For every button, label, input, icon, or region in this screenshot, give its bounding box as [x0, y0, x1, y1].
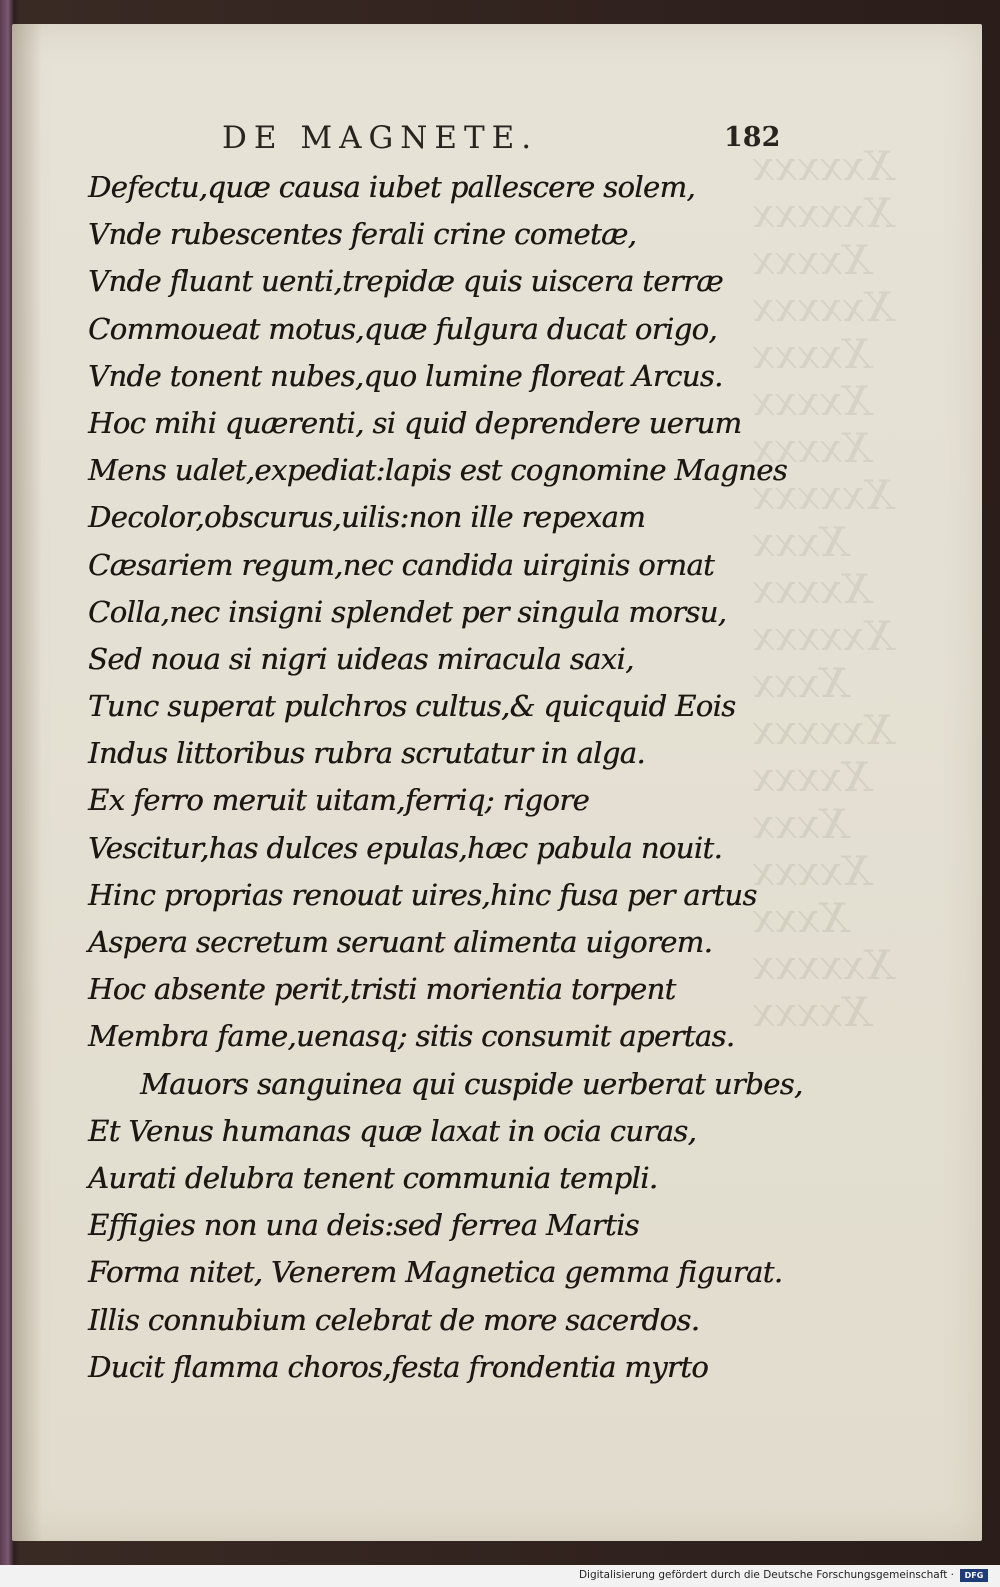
- page-number: 182: [724, 122, 781, 153]
- verse-line: Tunc superat pulchros cultus,& quicquid Eois: [88, 689, 736, 724]
- book-page: [12, 24, 982, 1541]
- verse-line: Hoc mihi quærenti, si quid deprendere uerum: [88, 405, 742, 440]
- verse-line: Mens ualet,expediat:lapis est cognomine Magnes: [88, 453, 788, 488]
- verse-line-indented: Mauors sanguinea qui cuspide uerberat urbes,: [140, 1066, 803, 1101]
- verse-line: Sed noua si nigri uideas miracula saxi,: [88, 641, 634, 676]
- verse-line: Commoueat motus,quæ fulgura ducat origo,: [88, 311, 717, 346]
- verse-line: Vescitur,has dulces epulas,hæc pabula nouit.: [88, 830, 723, 865]
- funding-credit: Digitalisierung gefördert durch die Deutsche Forschungsgemeinschaft ·: [578, 1569, 954, 1581]
- verse-line: Vnde tonent nubes,quo lumine floreat Arcus.: [88, 358, 723, 393]
- verse-line: Defectu,quæ causa iubet pallescere solem,: [88, 170, 695, 204]
- verse-line: Cæsariem regum,nec candida uirginis ornat: [88, 547, 715, 582]
- verse-block: [88, 164, 803, 1391]
- verse-line: Illis connubium celebrat de more sacerdos.: [88, 1302, 700, 1337]
- verse-line: Hinc proprias renouat uires,hinc fusa per artus: [88, 877, 757, 912]
- show-through-text: Xxxxxx Xxxxxx Xxxxx Xxxxxx Xxxxx Xxxxx Xxxxx Xxxxxx Xxxx Xxxxx Xxxxxx Xxxx Xxxxxx Xxxxx Xxxx Xxxxx Xxxx Xxxxxx Xxxxx: [752, 144, 894, 1036]
- verse-line: Forma nitet, Venerem Magnetica gemma figurat.: [88, 1255, 783, 1290]
- verse-line: Hoc absente perit,tristi morientia torpent: [88, 972, 676, 1007]
- verse-line: Membra fame,uenasq; sitis consumit apertas.: [88, 1019, 735, 1054]
- verse-line: Colla,nec insigni splendet per singula morsu,: [88, 594, 727, 629]
- verse-line: Vnde fluant uenti,trepidæ quis uiscera terræ: [88, 264, 723, 299]
- verse-line: Et Venus humanas quæ laxat in ocia curas,: [88, 1113, 697, 1148]
- verse-line: Decolor,obscurus,uilis:non ille repexam: [88, 500, 646, 535]
- verse-line: Indus littoribus rubra scrutatur in alga.: [88, 736, 645, 771]
- dfg-logo-icon: DFG: [960, 1569, 988, 1582]
- verse-line: Ex ferro meruit uitam,ferriq; rigore: [88, 783, 590, 818]
- verse-line: Aspera secretum seruant alimenta uigorem.: [88, 925, 713, 959]
- verse-line: Effigies non una deis:sed ferrea Martis: [88, 1208, 639, 1243]
- running-head: DE MAGNETE.: [222, 120, 539, 156]
- verse-line: Aurati delubra tenent communia templi.: [88, 1160, 658, 1195]
- verse-line: Vnde rubescentes ferali crine cometæ,: [88, 217, 637, 252]
- verse-line: Ducit flamma choros,festa frondentia myrto: [88, 1349, 709, 1384]
- digitization-footer: [0, 1565, 1000, 1587]
